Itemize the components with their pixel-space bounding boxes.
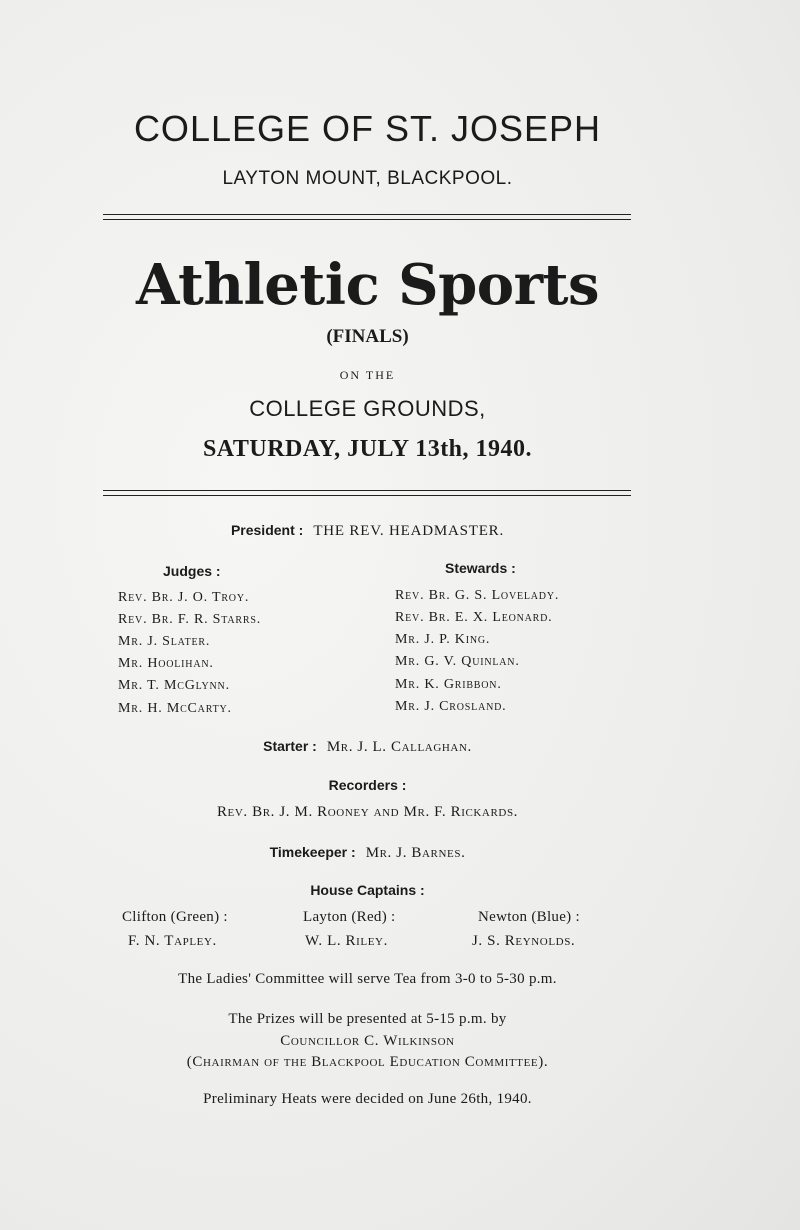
president-label: President :	[230, 522, 304, 538]
event-title: Athletic Sports	[135, 252, 600, 318]
house-captain: J. S. Reynolds.	[472, 933, 576, 949]
tea-note: The Ladies' Committee will serve Tea from 3-0 to 5-30 p.m.	[178, 971, 557, 987]
steward-item: Mr. J. P. King.	[395, 632, 491, 647]
event-date: SATURDAY, JULY 13th, 1940.	[202, 436, 533, 462]
starter-value: Mr. J. L. Callaghan.	[326, 739, 472, 755]
steward-item: Mr. J. Crosland.	[395, 699, 507, 714]
timekeeper-line	[0, 844, 735, 862]
judge-item: Mr. T. McGlynn.	[118, 678, 230, 693]
divider-top-2	[103, 219, 631, 220]
divider-mid-2	[103, 495, 631, 496]
judges-label: Judges :	[163, 563, 221, 579]
presenter-title: (Chairman of the Blackpool Education Committee).	[186, 1054, 549, 1070]
president-value: THE REV. HEADMASTER.	[313, 523, 505, 539]
timekeeper-label: Timekeeper :	[269, 844, 356, 860]
steward-item: Rev. Br. E. X. Leonard.	[395, 610, 553, 625]
starter-line	[0, 738, 735, 756]
recorders-value: Rev. Br. J. M. Rooney and Mr. F. Rickards.	[216, 804, 519, 820]
house-name: Newton (Blue) :	[478, 909, 580, 925]
steward-item: Mr. K. Gribbon.	[395, 677, 502, 692]
event-venue: COLLEGE GROUNDS,	[249, 396, 486, 421]
event-connector: ON THE	[339, 368, 396, 382]
recorders-label: Recorders :	[328, 777, 407, 793]
timekeeper-value: Mr. J. Barnes.	[365, 845, 466, 861]
judge-item: Rev. Br. F. R. Starrs.	[118, 612, 261, 627]
steward-item: Rev. Br. G. S. Lovelady.	[395, 588, 560, 603]
divider-top-1	[103, 214, 631, 215]
house-captain: W. L. Riley.	[305, 933, 388, 949]
steward-item: Mr. G. V. Quinlan.	[395, 654, 520, 669]
stewards-label: Stewards :	[445, 560, 516, 576]
judge-item: Rev. Br. J. O. Troy.	[118, 590, 250, 605]
house-captain: F. N. Tapley.	[128, 933, 217, 949]
heats-note: Preliminary Heats were decided on June 26th, 1940.	[203, 1091, 532, 1107]
prizes-note: The Prizes will be presented at 5-15 p.m. by	[228, 1011, 507, 1027]
starter-label: Starter :	[263, 738, 317, 754]
divider-mid-1	[103, 490, 631, 491]
event-subtitle: (FINALS)	[326, 326, 409, 347]
presenter-name: Councillor C. Wilkinson	[280, 1033, 455, 1049]
house-name: Layton (Red) :	[303, 909, 396, 925]
house-captains-label: House Captains :	[310, 882, 425, 898]
institution-name: COLLEGE OF ST. JOSEPH	[133, 108, 602, 149]
president-line	[0, 522, 735, 540]
judge-item: Mr. H. McCarty.	[118, 701, 232, 716]
judge-item: Mr. J. Slater.	[118, 634, 211, 649]
house-name: Clifton (Green) :	[122, 909, 228, 925]
judge-item: Mr. Hoolihan.	[118, 656, 214, 671]
institution-location: LAYTON MOUNT, BLACKPOOL.	[222, 168, 513, 189]
